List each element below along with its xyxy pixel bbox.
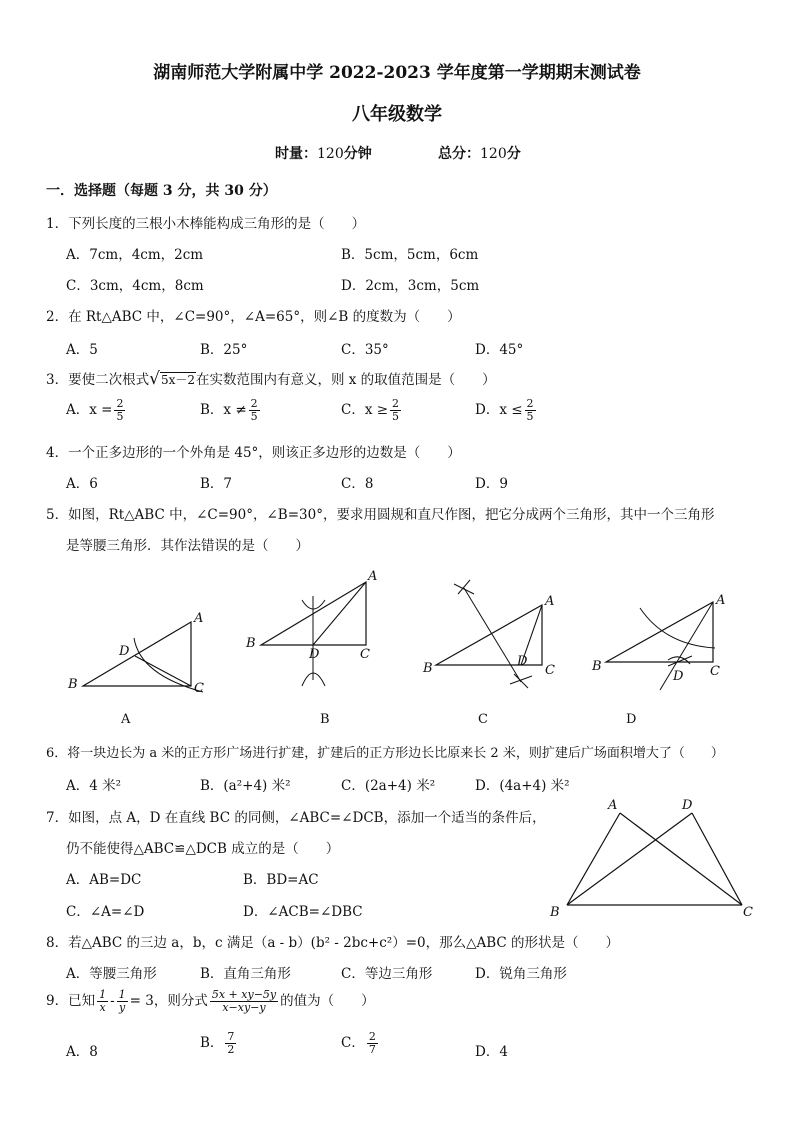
- fig-b-label-d: D: [309, 647, 320, 662]
- q8-option-b: B．直角三角形: [200, 966, 291, 982]
- fig-c-label-d: D: [517, 654, 528, 669]
- q6-option-d: D．(4a+4) 米²: [475, 778, 570, 794]
- fig-a-label-b: B: [68, 677, 78, 692]
- q3-option-c: C．x ≥ $\frac{2}{5}$: [341, 397, 400, 423]
- q3-option-b: B．x ≠ $\frac{2}{5}$: [200, 397, 258, 423]
- q9-option-a: A．8: [66, 1044, 98, 1060]
- fig-caption-c: C: [478, 712, 488, 727]
- fig-caption-d: D: [626, 712, 637, 727]
- exam-subtitle: 八年级数学: [352, 104, 442, 125]
- q3-option-a: A．x = $\frac{2}{5}$: [66, 397, 124, 423]
- q6-option-c: C．(2a+4) 米²: [341, 778, 436, 794]
- fraction: $\frac{2}{7}$: [368, 1030, 376, 1056]
- fig-d-label-a: A: [716, 593, 726, 608]
- q6-option-a: A．4 米²: [66, 778, 122, 794]
- fig-caption-b: B: [320, 712, 330, 727]
- fig-b-label-b: B: [246, 636, 256, 651]
- question-2-stem: 2．在 Rt△ABC 中，∠C=90°，∠A=65°，则∠B 的度数为（ ）: [46, 309, 461, 325]
- q1-option-b: B．5cm，5cm，6cm: [341, 247, 479, 263]
- q9-option-b: B． $\frac{7}{2}$: [200, 1030, 235, 1056]
- q5-figures: [0, 560, 794, 740]
- q5-figure-c: [422, 580, 555, 688]
- fig-d-label-b: B: [592, 659, 602, 674]
- question-6-stem: 6．将一块边长为 a 米的正方形广场进行扩建，扩建后的正方形边长比原来长 2 米，则扩建后广场面积增大了（ ）: [46, 746, 724, 761]
- exam-title: 湖南师范大学附属中学 2022-2023 学年度第一学期期末测试卷: [153, 63, 641, 83]
- q8-option-d: D．锐角三角形: [475, 966, 567, 982]
- fig-caption-a: A: [121, 712, 131, 727]
- fraction: $\frac{2}{5}$: [116, 397, 124, 423]
- q5-figure-b: [245, 569, 377, 686]
- q5-figure-d: [591, 593, 725, 690]
- fig-c-label-b: B: [423, 661, 433, 676]
- q3-option-d: D．x ≤ $\frac{2}{5}$: [475, 397, 534, 423]
- q5-figure-a: [67, 611, 204, 696]
- q6-option-b: B．(a²+4) 米²: [200, 778, 291, 794]
- time-info: 时量：120分钟: [275, 146, 372, 162]
- q1-option-c: C．3cm，4cm，8cm: [66, 278, 204, 294]
- section-heading: 一．选择题（每题 3 分，共 30 分）: [46, 183, 277, 199]
- sqrt-sign: √: [149, 369, 160, 389]
- question-5-stem-line1: 5．如图，Rt△ABC 中，∠C=90°，∠B=30°，要求用圆规和直尺作图，把它分成两个三角形，其中一个三角形: [46, 507, 715, 523]
- q7-label-c: C: [743, 905, 753, 920]
- q4-option-c: C．8: [341, 476, 374, 492]
- question-8-stem: 8．若△ABC 的三边 a，b，c 满足（a - b）(b² - 2bc+c²）=0，那么△ABC 的形状是（ ）: [46, 935, 620, 951]
- q4-option-a: A．6: [66, 476, 98, 492]
- q7-option-d: D．∠ACB=∠DBC: [243, 904, 363, 920]
- fig-a-label-d: D: [119, 644, 130, 659]
- q1-option-a: A．7cm，4cm，2cm: [66, 247, 204, 263]
- question-9-stem: 9．已知 $\frac{1}{x}$ - $\frac{1}{y}$ = 3，则分式 $\frac{5x + xy-5y}{x-xy-y}$ 的值为（ ）: [46, 988, 375, 1014]
- q2-option-d: D．45°: [475, 342, 524, 358]
- fraction: $\frac{1}{y}$: [118, 988, 126, 1014]
- question-7-stem-line1: 7．如图，点 A，D 在直线 BC 的同侧，∠ABC=∠DCB，添加一个适当的条件后，: [46, 810, 546, 826]
- fig-d-label-d: D: [673, 669, 684, 684]
- q7-option-b: B．BD=AC: [243, 872, 319, 888]
- fig-c-label-a: A: [545, 594, 555, 609]
- fraction: $\frac{5x + xy-5y}{x-xy-y}$: [211, 988, 277, 1014]
- fraction: $\frac{1}{x}$: [99, 988, 107, 1014]
- fraction: $\frac{7}{2}$: [227, 1030, 235, 1056]
- q7-option-c: C．∠A=∠D: [66, 904, 145, 920]
- q1-option-d: D．2cm，3cm，5cm: [341, 278, 480, 294]
- fig-b-label-c: C: [360, 647, 370, 662]
- fraction: $\frac{2}{5}$: [392, 397, 400, 423]
- fraction: $\frac{2}{5}$: [250, 397, 258, 423]
- question-1-stem: 1．下列长度的三根小木棒能构成三角形的是（ ）: [46, 216, 366, 232]
- question-7-stem-line2: 仍不能使得△ABC≌△DCB 成立的是（ ）: [66, 841, 340, 857]
- question-3-stem: 3．要使二次根式√5x－2在实数范围内有意义，则 x 的取值范围是（ ）: [46, 369, 496, 389]
- fig-a-label-c: C: [194, 681, 204, 696]
- fig-d-label-c: C: [710, 664, 720, 679]
- q8-option-a: A．等腰三角形: [66, 966, 157, 982]
- fig-c-label-c: C: [545, 663, 555, 678]
- q4-option-b: B．7: [200, 476, 233, 492]
- q2-option-c: C．35°: [341, 342, 389, 358]
- question-5-stem-line2: 是等腰三角形．其作法错误的是（ ）: [66, 538, 309, 554]
- q9-option-c: C． $\frac{2}{7}$: [341, 1030, 376, 1056]
- q9-option-d: D．4: [475, 1044, 508, 1060]
- q8-option-c: C．等边三角形: [341, 966, 433, 982]
- score-info: 总分：120分: [438, 146, 521, 162]
- q7-option-a: A．AB=DC: [66, 872, 142, 888]
- fraction: $\frac{2}{5}$: [526, 397, 534, 423]
- q7-label-d: D: [682, 798, 693, 813]
- q4-option-d: D．9: [475, 476, 508, 492]
- q2-option-a: A．5: [66, 342, 98, 358]
- q7-label-a: A: [608, 798, 618, 813]
- fig-b-label-a: A: [368, 569, 378, 584]
- q7-label-b: B: [550, 905, 560, 920]
- q2-option-b: B．25°: [200, 342, 248, 358]
- question-4-stem: 4．一个正多边形的一个外角是 45°，则该正多边形的边数是（ ）: [46, 445, 461, 461]
- radicand: 5x－2: [160, 373, 195, 387]
- q7-figure: [540, 795, 770, 925]
- fig-a-label-a: A: [194, 611, 204, 626]
